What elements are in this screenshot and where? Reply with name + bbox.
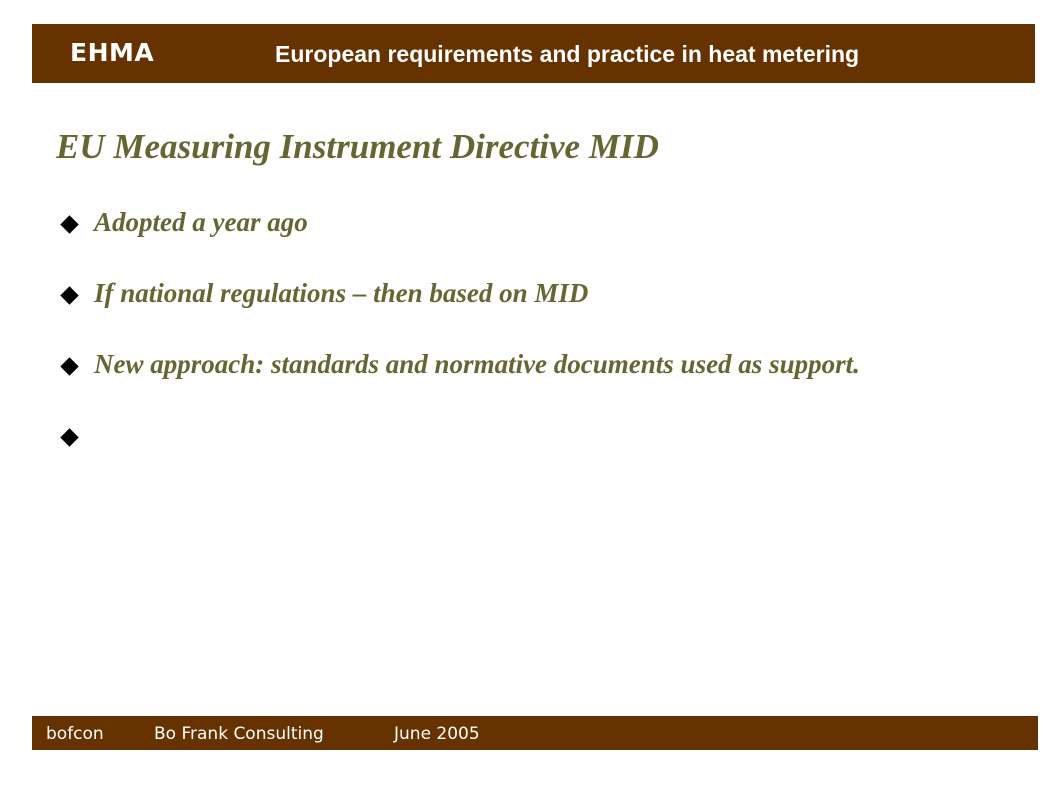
slide-title: EU Measuring Instrument Directive MID: [56, 127, 659, 166]
header-org-name: EHMA: [70, 38, 155, 67]
footer-bar: [32, 716, 1038, 750]
footer-date: June 2005: [394, 724, 480, 744]
diamond-bullet-icon: [60, 215, 78, 233]
diamond-bullet-icon: [60, 357, 78, 375]
diamond-bullet-icon: [60, 428, 78, 446]
footer-brand: bofcon: [46, 724, 104, 744]
diamond-bullet-icon: [60, 286, 78, 304]
header-bar: [32, 24, 1035, 83]
header-title: European requirements and practice in heat metering: [275, 41, 860, 67]
bullet-item: [60, 419, 860, 490]
bullet-item: [60, 277, 860, 348]
footer-company: Bo Frank Consulting: [154, 724, 324, 744]
bullet-list: [60, 206, 860, 490]
bullet-text: Adopted a year ago: [94, 207, 308, 237]
bullet-item: [60, 206, 860, 277]
bullet-text: New approach: standards and normative documents used as support.: [94, 349, 860, 379]
bullet-text: If national regulations – then based on MID: [94, 278, 589, 308]
bullet-item: [60, 348, 860, 419]
